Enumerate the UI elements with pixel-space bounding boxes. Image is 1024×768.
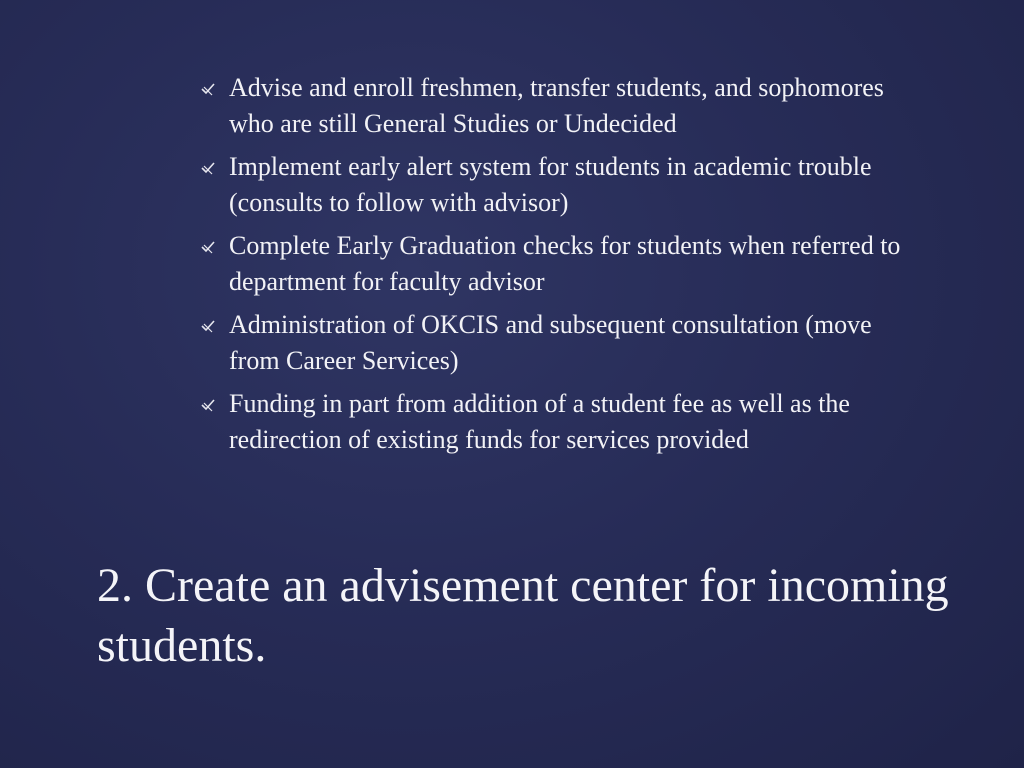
check-mark-icon (200, 318, 216, 334)
check-mark-icon (200, 239, 216, 255)
bullet-text: Funding in part from addition of a student fee as well as the redirection of existing funds for services provided (229, 389, 850, 454)
check-mark-icon (200, 160, 216, 176)
check-mark-icon (200, 397, 216, 413)
bullet-item (200, 386, 920, 458)
bullet-text: Advise and enroll freshmen, transfer students, and sophomores who are still General Studies or Undecided (229, 73, 884, 138)
bullet-item (200, 228, 920, 300)
check-mark-icon (200, 81, 216, 97)
bullet-text: Implement early alert system for students in academic trouble (consults to follow with advisor) (229, 152, 872, 217)
bullet-item (200, 149, 920, 221)
bullet-text: Complete Early Graduation checks for students when referred to department for faculty advisor (229, 231, 901, 296)
bullet-text: Administration of OKCIS and subsequent consultation (move from Career Services) (229, 310, 872, 375)
bullet-item (200, 70, 920, 142)
slide-heading: 2. Create an advisement center for incoming students. (97, 559, 949, 672)
bullet-list (200, 70, 920, 465)
bullet-item (200, 307, 920, 379)
